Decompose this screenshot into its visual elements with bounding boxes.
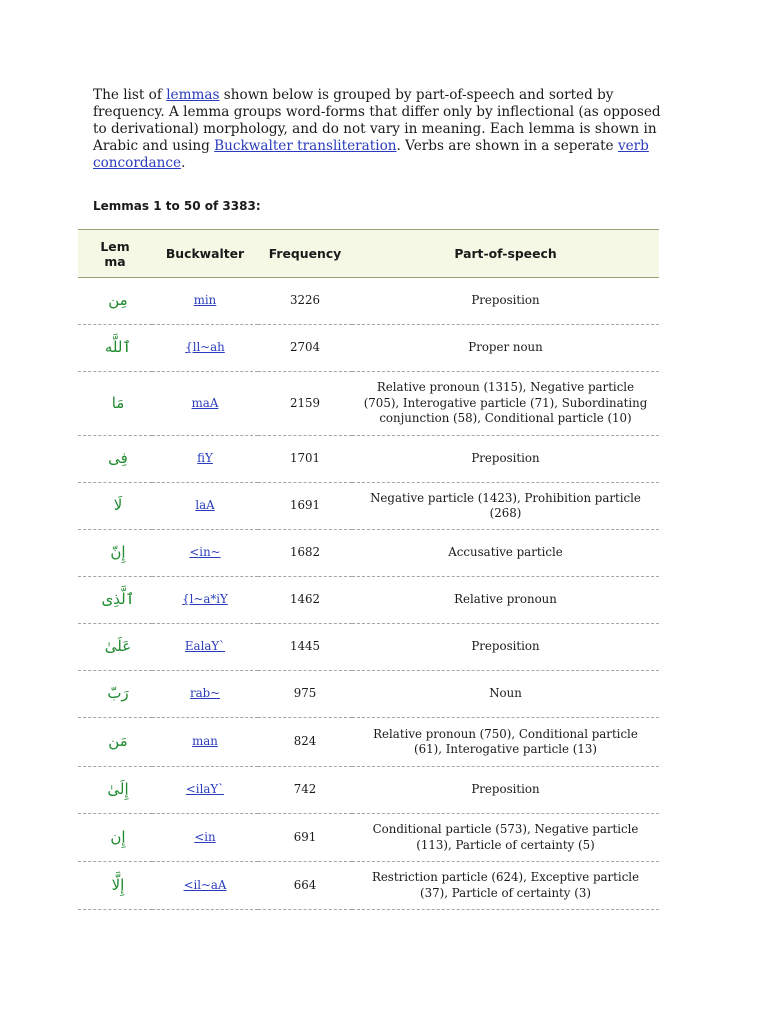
frequency-value: 824: [293, 734, 317, 749]
part-of-speech: Preposition: [471, 451, 540, 466]
lemma-arabic: إِلَىٰ: [107, 780, 129, 799]
table-row: [78, 767, 659, 814]
lemma-table: [78, 229, 659, 910]
buckwalter-link[interactable]: <in: [194, 829, 216, 844]
table-header-row: [78, 230, 659, 278]
frequency-value: 664: [293, 877, 317, 892]
part-of-speech: Noun: [489, 686, 522, 701]
intro-text-4: .: [181, 155, 186, 171]
frequency-value: 742: [293, 782, 317, 797]
lemma-arabic: فِى: [108, 449, 128, 468]
table-row: [78, 862, 659, 910]
frequency-value: 1445: [289, 639, 321, 654]
lemmas-link[interactable]: lemmas: [166, 87, 220, 103]
frequency-value: 691: [293, 829, 317, 844]
header-frequency: Frequency: [268, 246, 342, 261]
buckwalter-link[interactable]: {l~a*iY: [182, 592, 228, 607]
buckwalter-link[interactable]: EalaY`: [184, 639, 226, 654]
part-of-speech: Relative pronoun (750), Conditional particle (61), Interogative particle (13): [373, 726, 638, 756]
frequency-value: 1462: [289, 592, 321, 607]
buckwalter-link[interactable]: <in~: [189, 545, 221, 560]
part-of-speech: Relative pronoun: [454, 592, 557, 607]
verb-concordance-link[interactable]: verb concordance: [93, 138, 649, 171]
table-row: [78, 436, 659, 483]
lemma-arabic: إِنّ: [110, 543, 126, 562]
intro-text-1: The list of: [93, 87, 167, 103]
lemma-arabic: مِن: [108, 291, 128, 310]
table-row: [78, 325, 659, 372]
table-row: [78, 278, 659, 325]
lemma-arabic: عَلَىٰ: [104, 637, 132, 656]
frequency-value: 1691: [289, 498, 321, 513]
lemma-arabic: مَا: [111, 393, 125, 412]
header-lemma: Lemma: [100, 238, 130, 269]
part-of-speech: Conditional particle (573), Negative particle (113), Particle of certainty (5): [372, 822, 639, 852]
table-row: [78, 483, 659, 530]
frequency-value: 1701: [289, 451, 321, 466]
header-buckwalter: Buckwalter: [165, 246, 245, 261]
lemma-arabic: إِلَّا: [111, 875, 125, 894]
intro-text-2: shown below is grouped by part-of-speech and sorted by frequency. A lemma groups word-forms that differ only by inflectional (as opposed to derivational) morphology, and do not vary in meaning. Each lemma is shown in Arabic and using: [93, 87, 661, 154]
part-of-speech: Proper noun: [468, 340, 543, 355]
table-row: [78, 372, 659, 436]
table-row: [78, 814, 659, 862]
part-of-speech: Preposition: [471, 639, 540, 654]
table-row: [78, 624, 659, 671]
part-of-speech: Negative particle (1423), Prohibition particle (268): [370, 490, 641, 520]
buckwalter-link[interactable]: man: [192, 734, 218, 749]
part-of-speech: Relative pronoun (1315), Negative particle (705), Interogative particle (71), Subordinating conjunction (58), Conditional particle (10): [363, 380, 648, 426]
table-row: [78, 718, 659, 767]
buckwalter-link[interactable]: min: [193, 293, 217, 308]
part-of-speech: Restriction particle (624), Exceptive particle (37), Particle of certainty (3): [371, 870, 640, 900]
part-of-speech: Accusative particle: [448, 545, 563, 560]
buckwalter-link[interactable]: laA: [195, 498, 215, 513]
part-of-speech: Preposition: [471, 782, 540, 797]
buckwalter-link[interactable]: {ll~ah: [185, 340, 225, 355]
lemmas-range-heading: Lemmas 1 to 50 of 3383:: [93, 199, 261, 213]
lemma-arabic: مَن: [108, 732, 128, 751]
lemma-arabic: لَا: [113, 496, 123, 515]
buckwalter-transliteration-link[interactable]: Buckwalter transliteration: [214, 138, 397, 154]
header-part-of-speech: Part-of-speech: [454, 246, 557, 261]
buckwalter-link[interactable]: rab~: [189, 686, 221, 701]
frequency-value: 975: [293, 686, 317, 701]
intro-text-3: . Verbs are shown in a seperate: [396, 138, 618, 154]
table-row: [78, 577, 659, 624]
part-of-speech: Preposition: [471, 293, 540, 308]
buckwalter-link[interactable]: <ilaY`: [185, 782, 225, 797]
intro-paragraph: [93, 87, 673, 172]
frequency-value: 3226: [289, 293, 321, 308]
frequency-value: 2159: [289, 395, 321, 410]
buckwalter-link[interactable]: maA: [191, 395, 219, 410]
lemma-arabic: إِن: [110, 827, 126, 846]
lemma-arabic: رَبّ: [107, 684, 129, 703]
buckwalter-link[interactable]: <il~aA: [183, 877, 227, 892]
table-row: [78, 530, 659, 577]
buckwalter-link[interactable]: fiY: [197, 451, 213, 466]
frequency-value: 1682: [289, 545, 321, 560]
lemma-arabic: ٱلَّذِى: [101, 590, 135, 609]
frequency-value: 2704: [289, 340, 321, 355]
lemma-arabic: ٱللَّه: [104, 338, 132, 357]
table-row: [78, 671, 659, 718]
